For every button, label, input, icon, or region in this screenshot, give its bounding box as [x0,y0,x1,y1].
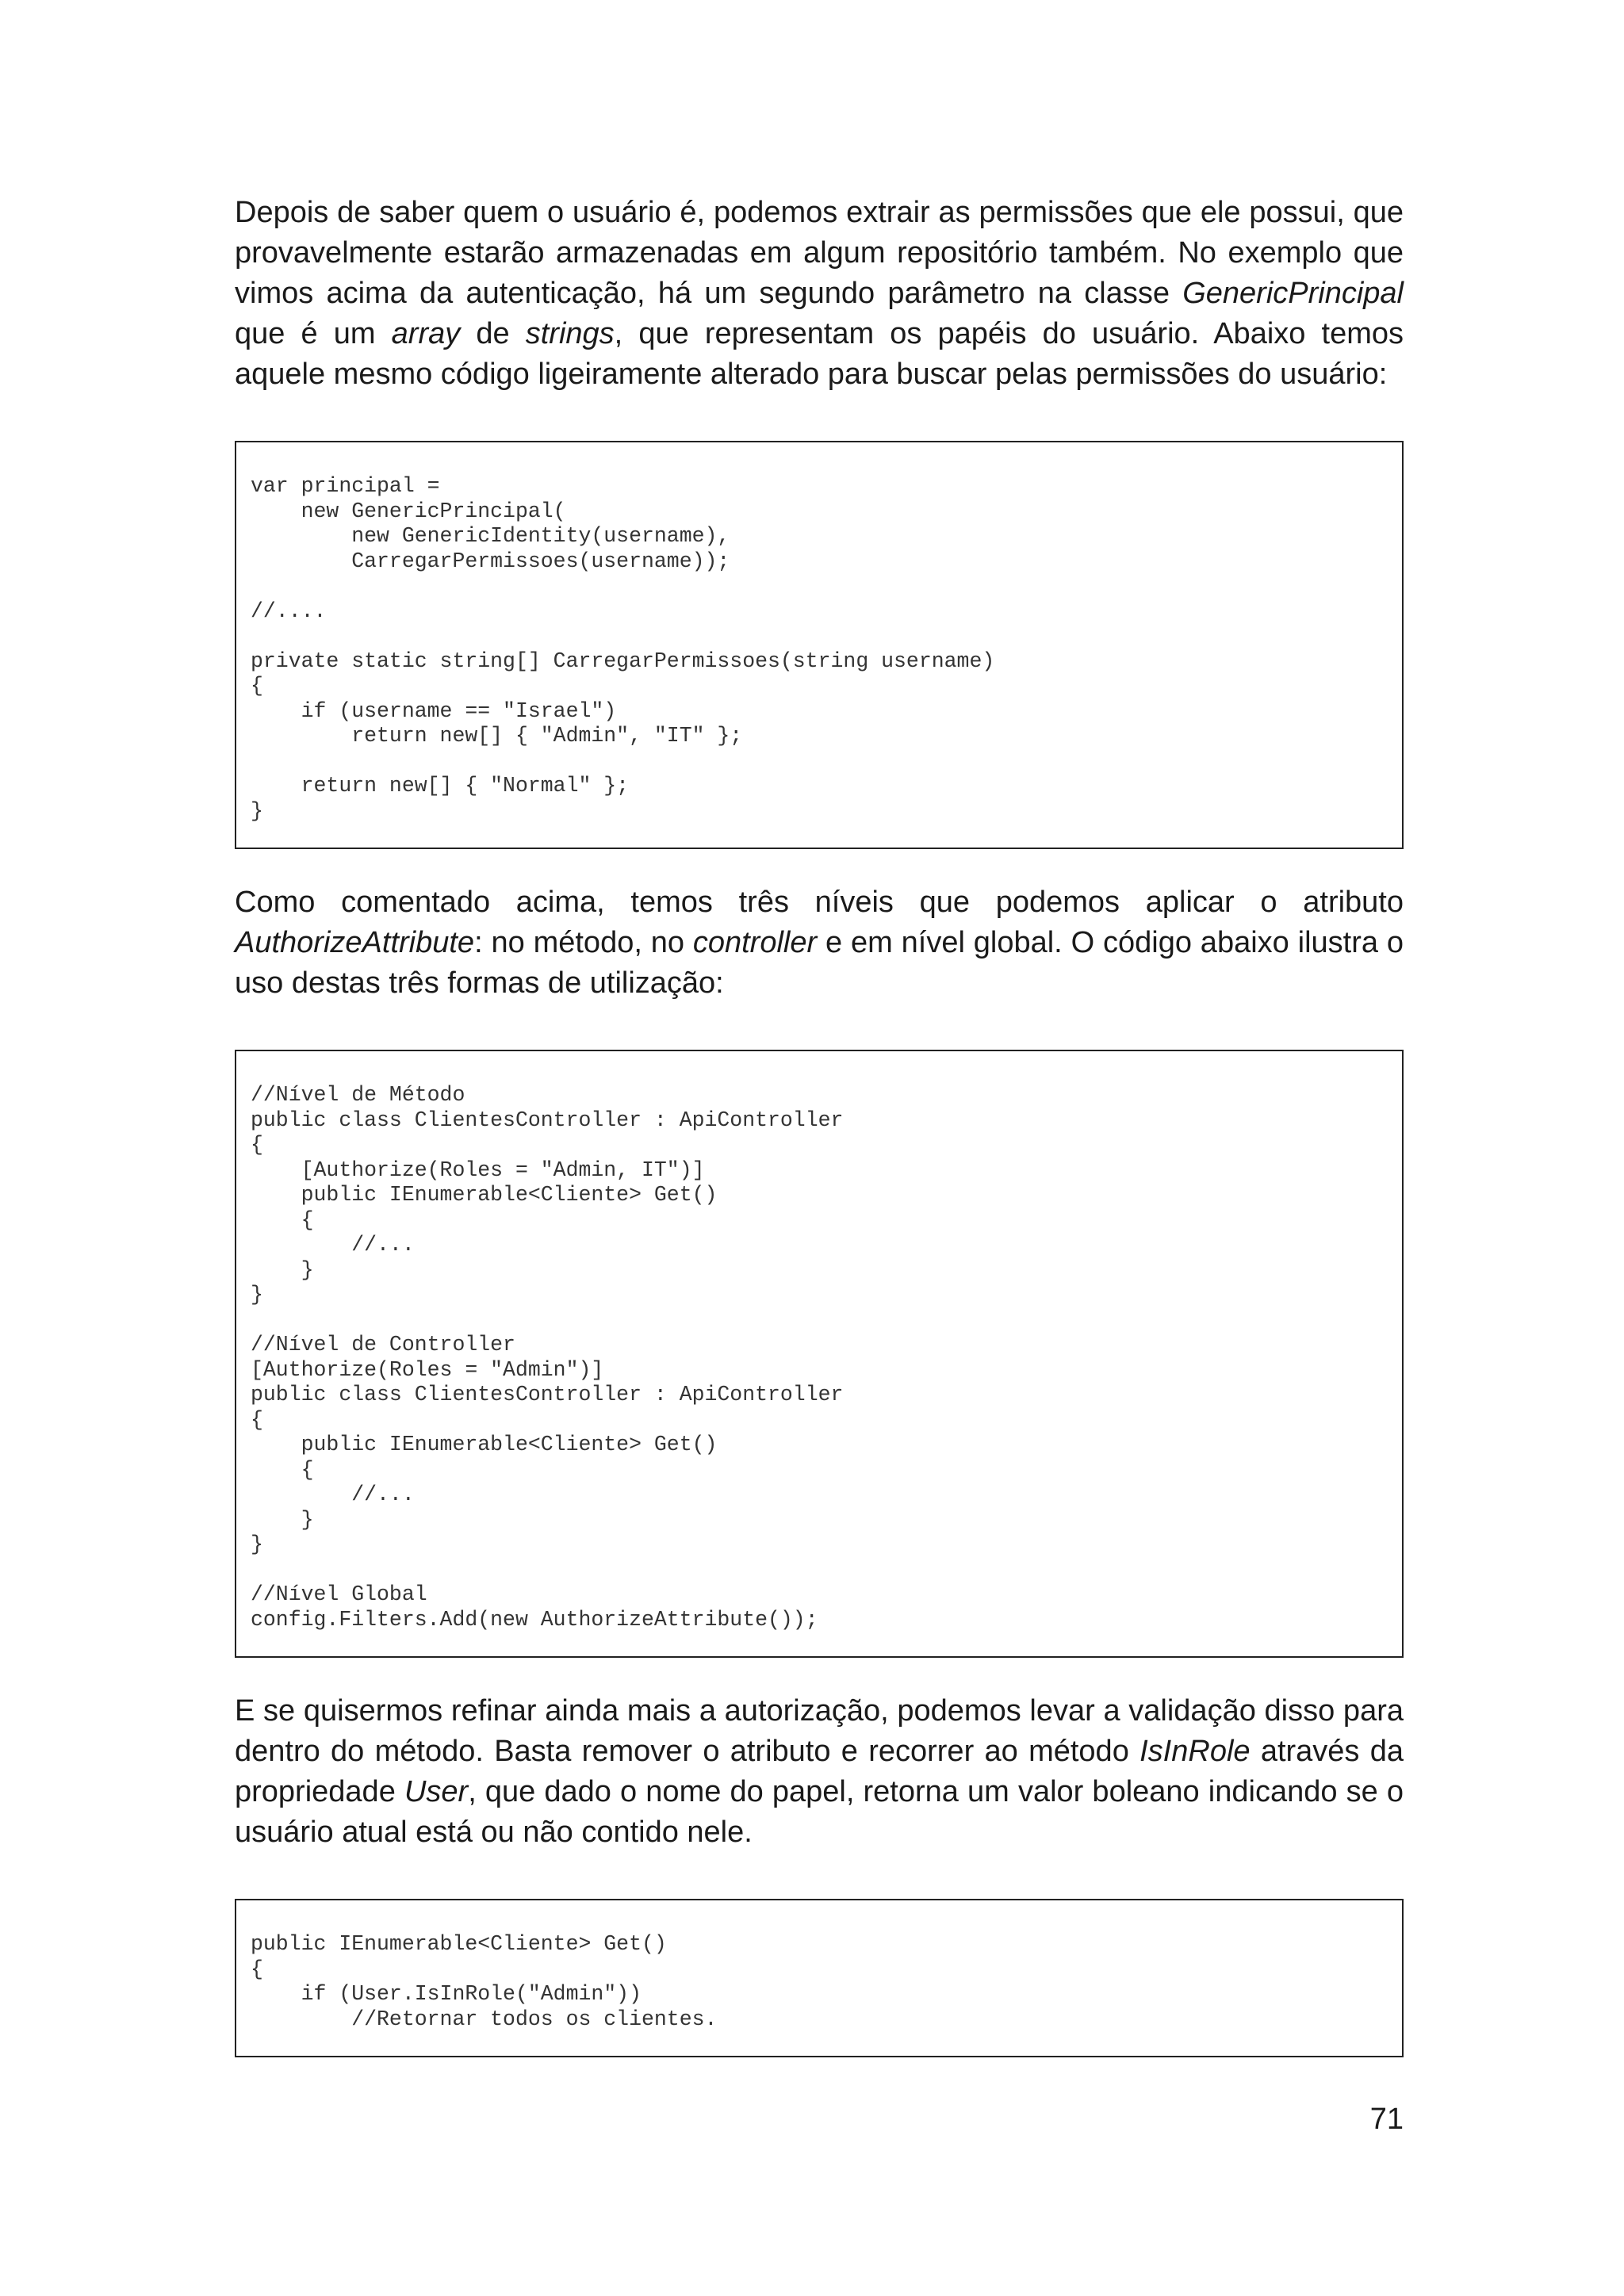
text-run: , que representam os papéis do usuário. Abaixo temos aquele mesmo código ligeiramente alterado para buscar pelas permissões do usuário: [235,317,1404,391]
italic-term: GenericPrincipal [1182,277,1404,310]
text-run: e em nível global. O código abaixo ilustra o uso destas três formas de utilização: [235,926,1404,1000]
code-block-authorize-levels [235,1050,1404,1658]
text-run: E se quisermos refinar ainda mais a autorização, podemos levar a validação disso para dentro do método. Basta remover o atributo e recorrer ao método [235,1694,1404,1768]
text-run: que é um [235,317,392,350]
code-text: public IEnumerable<Cliente> Get() { if (User.IsInRole("Admin")) //Retornar todos os clientes. [251,1932,718,2031]
italic-term: IsInRole [1139,1735,1251,1768]
paragraph-authorize-levels [235,882,1404,1004]
page-number: 71 [1369,2103,1404,2136]
text-run: através da propriedade [235,1735,1404,1808]
text-run: Como comentado acima, temos três níveis que podemos aplicar o atributo [235,886,1404,919]
code-block-carregar-permissoes [235,441,1404,849]
italic-term: controller [692,926,818,959]
code-block-isinrole [235,1899,1404,2057]
code-text: //Nível de Método public class ClientesController : ApiController { [Authorize(Roles = "Admin, IT")] public IEnumerable<Cliente> Get() { //... } } //Nível de Controller [Authorize(Roles = "Admin")] public class ClientesController : ApiController { public IEnumerable<Cliente> Get() { //... } } //Nível Global config.Filters.Add(new AuthorizeAttribute()); [251,1083,844,1632]
text-run: de [460,317,526,350]
italic-term: User [404,1775,469,1808]
text-run: , que dado o nome do papel, retorna um valor boleano indicando se o usuário atual está ou não contido nele. [235,1775,1404,1849]
paragraph-permissions-intro [235,193,1404,395]
italic-term: strings [525,317,615,350]
paragraph-isinrole [235,1691,1404,1853]
page-content [235,193,1404,2057]
italic-term: AuthorizeAttribute [235,926,475,959]
text-run: Depois de saber quem o usuário é, podemos extrair as permissões que ele possui, que provavelmente estarão armazenadas em algum repositório também. No exemplo que vimos acima da autenticação, há um segundo parâmetro na classe [235,196,1404,310]
italic-term: array [391,317,461,350]
text-run: : no método, no [474,926,693,959]
code-text: var principal = new GenericPrincipal( new GenericIdentity(username), CarregarPermissoes(username)); //.... private static string[] CarregarPermissoes(string username) { if (username == "Israel") return new[] { "Admin", "IT" }; return new[] { "Normal" }; } [251,474,995,823]
